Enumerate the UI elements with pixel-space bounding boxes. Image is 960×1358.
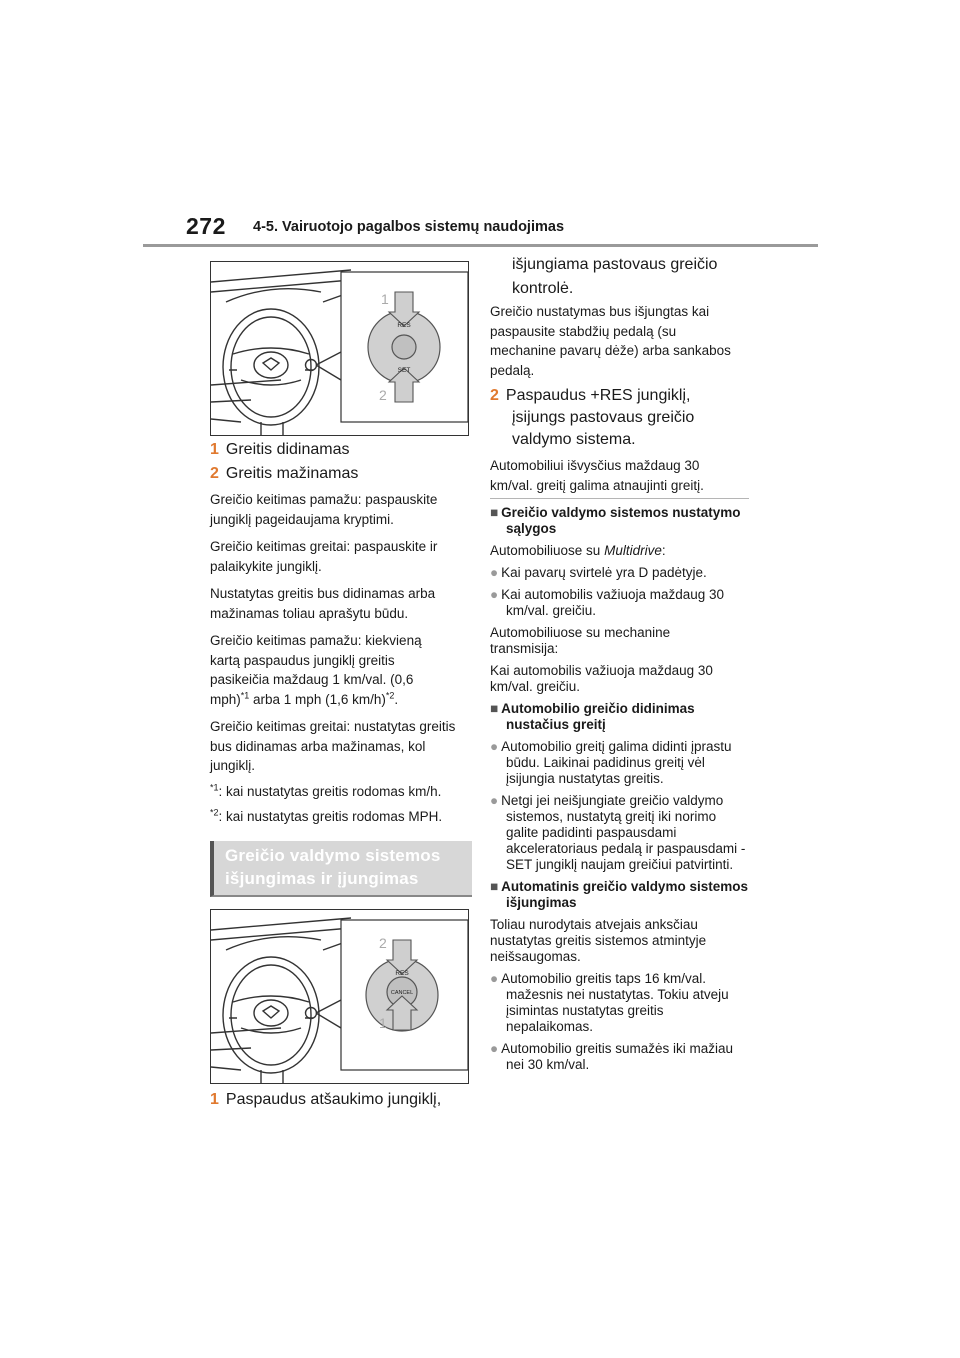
- paragraph: Kai automobilis važiuoja maždaug 30 km/val. greičiu.: [490, 663, 713, 694]
- list-item: ● Kai pavarų svirtelė yra D padėtyje.: [490, 565, 707, 580]
- subheading: ■ Greičio valdymo sistemos nustatymo sąlygos: [490, 505, 741, 536]
- callout-1: 1: [381, 291, 389, 307]
- btn-label-set: SET: [397, 367, 411, 374]
- continued-text: išjungiama pastovaus greičio kontrolė.: [512, 256, 718, 297]
- step-item: 1 Greitis didinamas: [210, 441, 350, 458]
- subheading: ■ Automobilio greičio didinimas nustačius greitį: [490, 701, 695, 732]
- section-divider: [490, 498, 749, 499]
- list-item: ● Automobilio greitį galima didinti įprastu būdu. Laikinai padidinus greitį vėl įsijungia nustatytas greitis.: [490, 739, 732, 786]
- section-heading: Greičio valdymo sistemos išjungimas ir įjungimas: [210, 841, 472, 897]
- footnote: $^{*1}$: kai nustatytas greitis rodomas km/h.: [210, 782, 442, 799]
- paragraph: Automobiliuose su Multidrive:: [490, 543, 666, 558]
- callout-2: 2: [379, 935, 387, 951]
- zoom-panel: [341, 272, 468, 422]
- btn-label-res: RES: [397, 322, 411, 329]
- paragraph: Greičio nustatymas bus išjungtas kai paspausite stabdžių pedalą (su mechanine pavarų dėže) arba sankabos pedalą.: [490, 304, 731, 378]
- left-column: [210, 439, 470, 827]
- paragraph: Greičio keitimas greitai: nustatytas greitis bus didinamas arba mažinamas, kol jungiklį.: [210, 719, 456, 773]
- step-item: 2 Greitis mažinamas: [210, 465, 359, 482]
- zoom-panel: [341, 920, 468, 1070]
- figure-steering-res-cancel: [210, 909, 469, 1084]
- steering-wheel-illustration: [211, 910, 468, 1083]
- btn-label-cancel: CANCEL: [390, 990, 414, 996]
- running-header: 4-5. Vairuotojo pagalbos sistemų naudojimas: [253, 219, 565, 235]
- page-number: 272: [186, 213, 226, 239]
- right-notes: [490, 505, 752, 1073]
- list-item: ● Automobilio greitis sumažės iki mažiau nei 30 km/val.: [490, 1041, 733, 1072]
- paragraph: Automobiliui išvysčius maždaug 30 km/val. greitį galima atnaujinti greitį.: [490, 458, 704, 493]
- btn-label-res: RES: [395, 970, 409, 977]
- callout-1: 1: [379, 1015, 387, 1031]
- subheading: ■ Automatinis greičio valdymo sistemos išjungimas: [490, 879, 748, 910]
- list-item: ● Netgi jei neišjungiate greičio valdymo sistemos, nustatytą greitį iki norimo galite padidinti paspausdami akceleratoriaus pedalą ir paspausdami -SET jungiklį naujam greičiui patvirtinti.: [490, 793, 746, 872]
- right-column: [490, 302, 752, 495]
- callout-2: 2: [379, 387, 387, 403]
- step-item: 2 Paspaudus +RES jungiklį, įsijungs pastovaus greičio valdymo sistema.: [490, 387, 695, 448]
- step-item: 1 Paspaudus atšaukimo jungiklį,: [210, 1091, 442, 1108]
- figure-steering-res-set: [210, 261, 469, 436]
- paragraph: Greičio keitimas pamažu: paspauskite jungiklį pageidaujama kryptimi.: [210, 492, 438, 527]
- paragraph: Automobiliuose su mechanine transmisija:: [490, 625, 671, 656]
- steering-wheel-illustration: [211, 262, 468, 435]
- paragraph: Nustatytas greitis bus didinamas arba mažinamas toliau aprašytu būdu.: [210, 586, 436, 621]
- list-item: ● Automobilio greitis taps 16 km/val. mažesnis nei nustatytas. Tokiu atveju įsimintas nustatytas greitis nepalaikomas.: [490, 971, 729, 1034]
- paragraph: Greičio keitimas greitai: paspauskite ir palaikykite jungiklį.: [210, 539, 438, 574]
- paragraph: Toliau nurodytais atvejais anksčiau nustatytas greitis sistemos atmintyje neišsaugomas.: [490, 917, 707, 964]
- paragraph: Greičio keitimas pamažu: kiekvieną kartą paspaudus jungiklį greitis pasikeičia maždaug 1 km/val. (0,6 mph)$^{*1}$ arba 1 mph (1,6 km/h)$^{*2}$.: [210, 633, 422, 707]
- header-rule: [143, 244, 818, 247]
- footnote: $^{*2}$: kai nustatytas greitis rodomas MPH.: [210, 807, 443, 824]
- list-item: ● Kai automobilis važiuoja maždaug 30 km/val. greičiu.: [490, 587, 725, 618]
